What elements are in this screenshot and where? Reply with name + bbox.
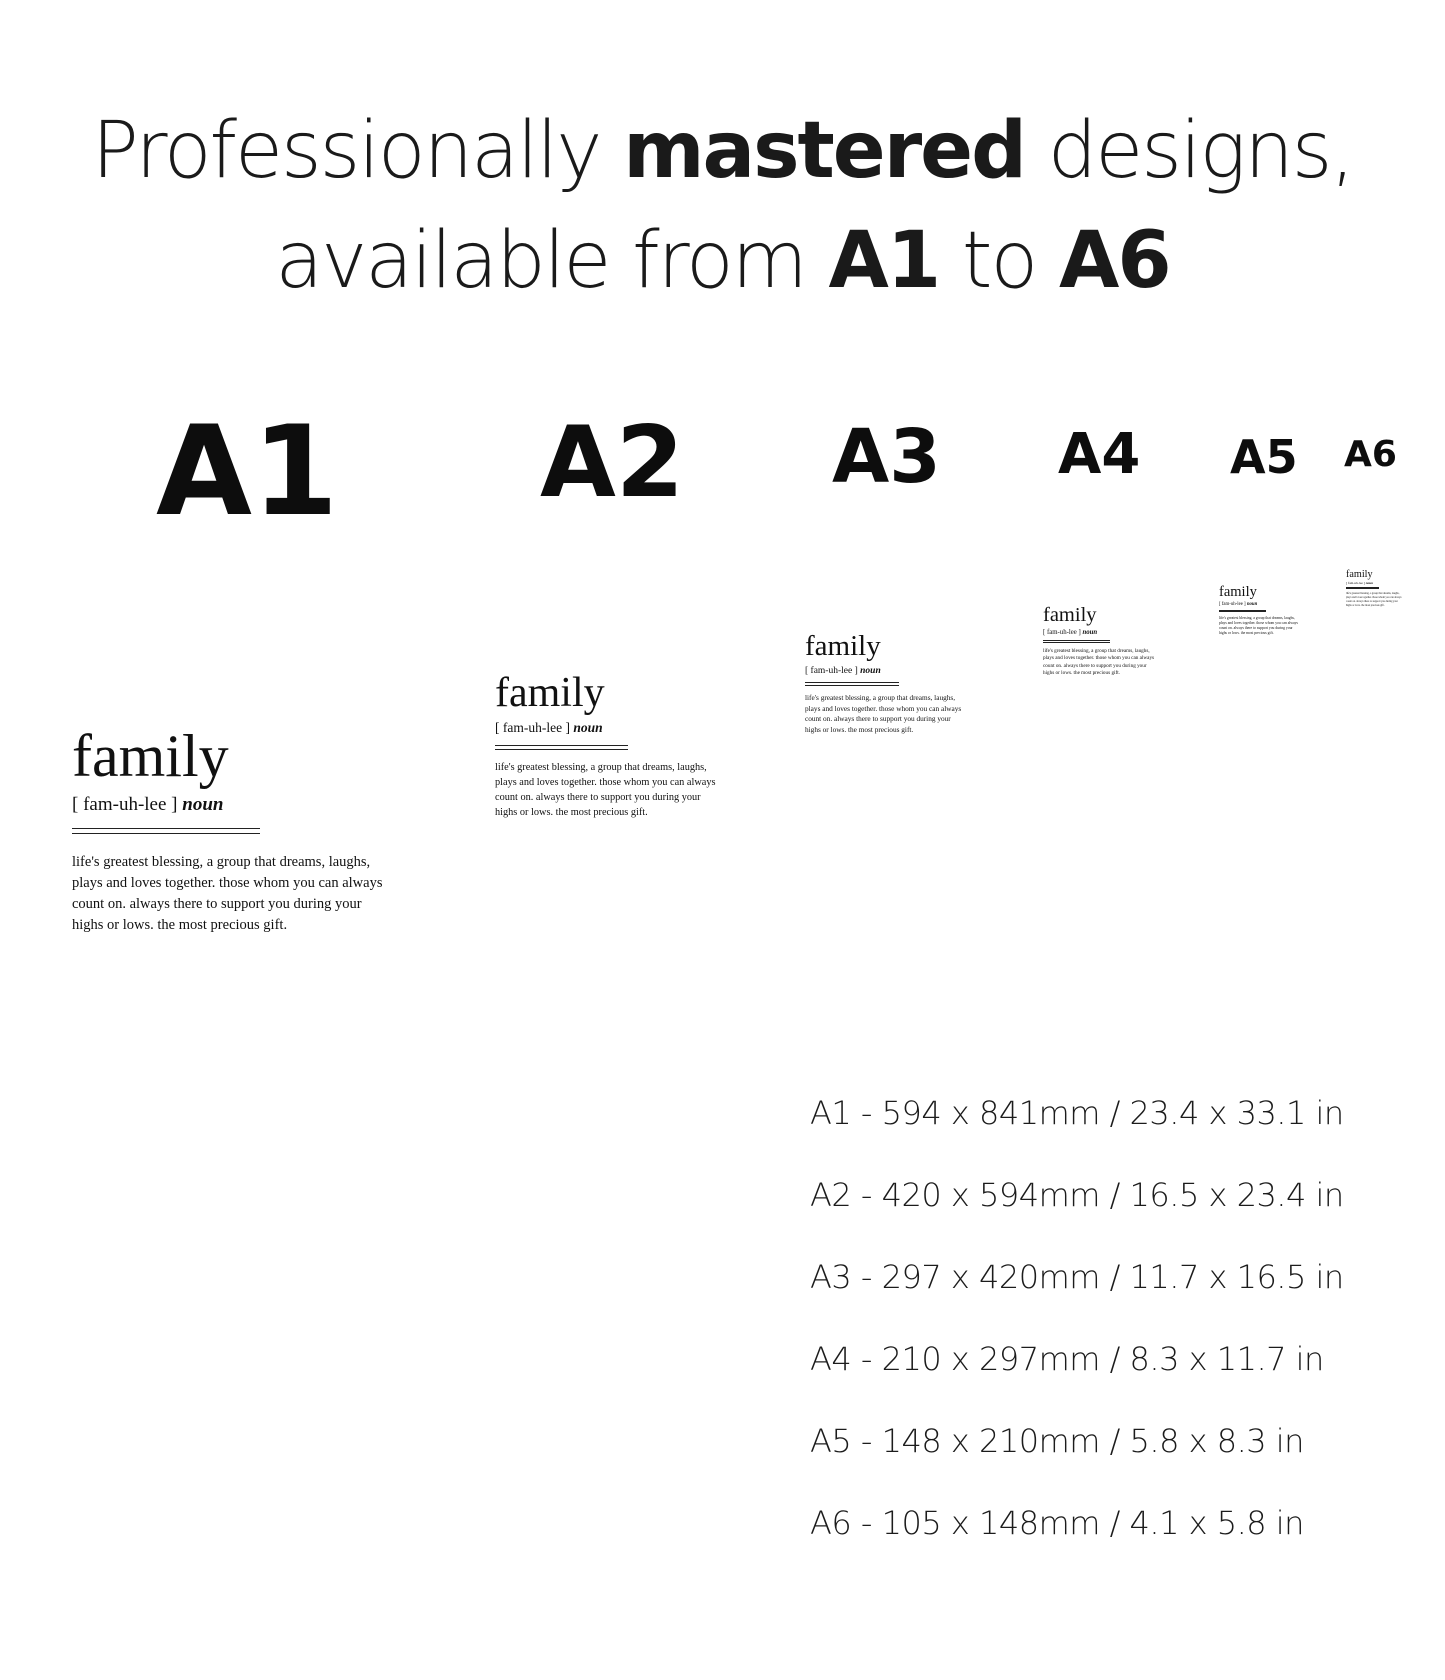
- size-spec-list: [810, 1088, 1344, 1580]
- card-pronunciation: [805, 666, 970, 676]
- card-definition: life's greatest blessing, a group that dreams, laughs, plays and loves together. those whom you can always count on. always there to support you during your highs or lows. the most precious gift.: [805, 693, 962, 734]
- card-pron-text: [ fam-uh-lee ]: [495, 720, 570, 735]
- card-part-of-speech: noun: [1246, 601, 1258, 607]
- headline-text: designs,: [1024, 106, 1354, 196]
- card-pron-text: [ fam-uh-lee ]: [1043, 628, 1081, 636]
- card-double-rule: [805, 682, 899, 686]
- card-definition: life's greatest blessing, a group that dreams, laughs, plays and loves together. those whom you can always count on. always there to support you during your highs or lows. the most precious gift.: [72, 854, 383, 933]
- card-part-of-speech: noun: [1082, 628, 1098, 636]
- headline-line-1: [0, 96, 1445, 206]
- headline: [0, 96, 1445, 316]
- spec-row-a3: A3 - 297 x 420mm / 11.7 x 16.5 in: [810, 1258, 1344, 1296]
- card-pronunciation: [495, 720, 730, 736]
- card-word: family: [1043, 604, 1097, 626]
- size-label-a5: A5: [1230, 430, 1298, 484]
- definition-card-a3: [805, 632, 970, 735]
- card-double-rule: [1219, 610, 1266, 612]
- headline-bold-text: mastered: [623, 106, 1025, 196]
- spec-row-a1: A1 - 594 x 841mm / 23.4 x 33.1 in: [810, 1094, 1344, 1132]
- card-part-of-speech: noun: [573, 720, 603, 735]
- size-label-a2: A2: [540, 406, 685, 520]
- card-pronunciation: [1043, 629, 1161, 636]
- card-part-of-speech: noun: [860, 666, 881, 676]
- spec-row-a4: A4 - 210 x 297mm / 8.3 x 11.7 in: [810, 1340, 1324, 1378]
- definition-card-a1: [72, 723, 402, 936]
- headline-line-2: [0, 206, 1445, 316]
- card-pronunciation: [1346, 581, 1404, 585]
- spec-row-a2: A2 - 420 x 594mm / 16.5 x 23.4 in: [810, 1176, 1344, 1214]
- size-label-a4: A4: [1058, 422, 1141, 487]
- card-pron-text: [ fam-uh-lee ]: [805, 666, 858, 676]
- card-double-rule: [1043, 640, 1110, 643]
- definition-card-a6: [1346, 570, 1404, 607]
- card-definition: life's greatest blessing, a group that dreams, laughs, plays and loves together. those whom you can always count on. always there to support you during your highs or lows. the most precious gift.: [1219, 615, 1298, 636]
- card-word: family: [495, 670, 605, 716]
- card-part-of-speech: noun: [182, 794, 224, 815]
- spec-row-a6: A6 - 105 x 148mm / 4.1 x 5.8 in: [810, 1504, 1304, 1542]
- definition-card-a5: [1219, 585, 1302, 637]
- card-definition: life's greatest blessing, a group that dreams, laughs, plays and loves together. those whom you can always count on. always there to support you during your highs or lows. the most precious gift.: [1043, 647, 1155, 676]
- definition-card-a4: [1043, 605, 1161, 678]
- card-word: family: [1219, 584, 1257, 600]
- card-definition: life's greatest blessing, a group that dreams, laughs, plays and loves together. those whom you can always count on. always there to support you during your highs or lows. the most precious gift.: [1346, 592, 1402, 607]
- headline-text: to: [939, 216, 1060, 306]
- card-pron-text: [ fam-uh-lee ]: [1219, 601, 1246, 607]
- spec-row-a5: A5 - 148 x 210mm / 5.8 x 8.3 in: [810, 1422, 1304, 1460]
- size-label-a3: A3: [832, 414, 941, 500]
- card-pronunciation: [1219, 602, 1302, 607]
- headline-text: Professionally: [91, 106, 624, 196]
- definition-card-a2: [495, 672, 730, 820]
- headline-text: available from: [275, 216, 829, 306]
- card-double-rule: [1346, 587, 1379, 589]
- card-pron-text: [ fam-uh-lee ]: [72, 794, 178, 815]
- card-definition: life's greatest blessing, a group that dreams, laughs, plays and loves together. those whom you can always count on. always there to support you during your highs or lows. the most precious gift.: [495, 762, 716, 818]
- size-label-a1: A1: [156, 400, 339, 544]
- size-label-a6: A6: [1344, 434, 1397, 475]
- card-word: family: [72, 723, 229, 789]
- card-word: family: [1346, 569, 1373, 580]
- card-pron-text: [ fam-uh-lee ]: [1346, 581, 1365, 586]
- card-double-rule: [495, 745, 628, 750]
- card-pronunciation: [72, 794, 402, 816]
- card-part-of-speech: noun: [1365, 581, 1374, 586]
- card-double-rule: [72, 828, 260, 834]
- headline-bold-text: A6: [1059, 216, 1170, 306]
- headline-bold-text: A1: [828, 216, 940, 306]
- card-word: family: [805, 630, 881, 662]
